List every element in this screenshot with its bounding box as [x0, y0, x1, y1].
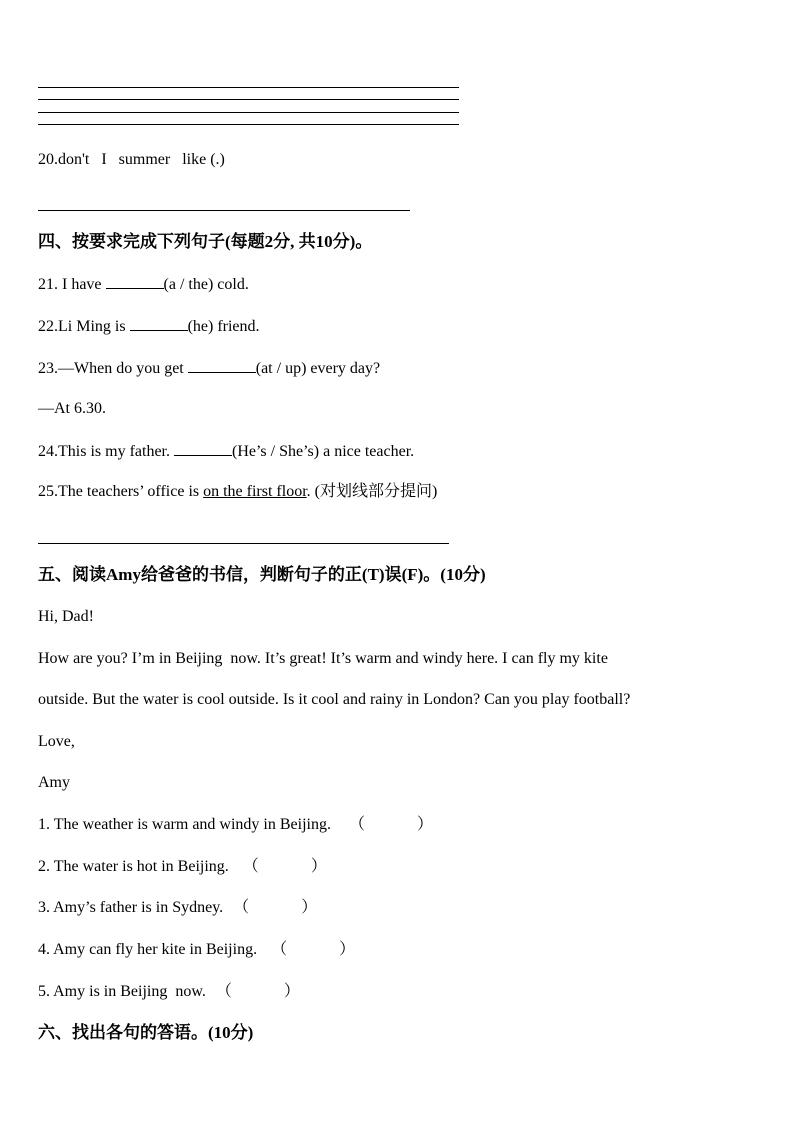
judge-item-3 [38, 898, 317, 918]
question-number: 22 [38, 318, 54, 335]
judge-statement: 5. Amy is in Beijing now. [38, 983, 206, 1000]
question-22 [38, 316, 260, 337]
answer-line [38, 210, 410, 211]
paren-close: ） [417, 816, 434, 833]
letter-body-line-1: How are you? I’m in Beijing now. It’s great! It’s warm and windy here. I can fly my kite [38, 650, 608, 667]
paren-open: （ [233, 899, 250, 916]
answer-line [38, 99, 459, 100]
question-text-post: (at / up) every day? [255, 360, 381, 377]
judge-item-2 [38, 857, 327, 877]
question-number: 25 [38, 483, 54, 500]
answer-blank[interactable] [174, 441, 232, 456]
letter-greeting: Hi, Dad! [38, 608, 94, 625]
judge-statement: 4. Amy can fly her kite in Beijing. [38, 941, 258, 958]
question-25 [38, 482, 437, 502]
judge-statement: 2. The water is hot in Beijing. [38, 858, 229, 875]
answer-line [38, 124, 459, 125]
question-text-pre: .The teachers’ office is [54, 483, 204, 500]
question-text-post: . (对划线部分提问) [306, 483, 438, 500]
section-6-heading: 六、找出各句的答语。(10分) [38, 1023, 254, 1042]
question-text-post: (He’s / She’s) a nice teacher. [231, 443, 415, 460]
question-text-post: (he) friend. [187, 318, 260, 335]
question-text-post: (a / the) cold. [163, 276, 249, 293]
paren-open: （ [348, 816, 365, 833]
question-23 [38, 358, 380, 379]
question-number: 23 [38, 360, 54, 377]
paren-open: （ [271, 941, 288, 958]
letter-signature: Amy [38, 774, 70, 791]
answer-line [38, 112, 459, 113]
section-5-heading: 五、阅读Amy给爸爸的书信，判断句子的正(T)误(F)。(10分) [38, 565, 486, 584]
question-23-answer: —At 6.30. [38, 400, 106, 417]
letter-closing: Love, [38, 733, 75, 750]
question-text-pre: .—When do you get [54, 360, 188, 377]
paren-close: ） [310, 858, 327, 875]
letter-body-line-2: outside. But the water is cool outside. Is it cool and rainy in London? Can you play football? [38, 691, 631, 708]
question-number: 20. [38, 151, 58, 168]
judge-item-1 [38, 815, 433, 835]
paren-close: ） [283, 983, 300, 1000]
judge-item-5 [38, 982, 300, 1002]
paren-open: （ [242, 858, 259, 875]
question-text-pre: .Li Ming is [54, 318, 130, 335]
judge-item-4 [38, 940, 355, 960]
judge-statement: 3. Amy’s father is in Sydney. [38, 899, 224, 916]
question-24 [38, 441, 414, 462]
paren-close: ） [301, 899, 318, 916]
question-20 [38, 150, 225, 170]
answer-line [38, 543, 449, 544]
question-21 [38, 274, 249, 295]
paren-close: ） [339, 941, 356, 958]
judge-statement: 1. The weather is warm and windy in Beijing. [38, 816, 331, 833]
question-number: 21 [38, 276, 54, 293]
answer-blank[interactable] [130, 316, 188, 331]
paren-open: （ [215, 983, 232, 1000]
question-number: 24 [38, 443, 54, 460]
answer-line [38, 87, 459, 88]
section-4-heading: 四、按要求完成下列句子(每题2分, 共10分)。 [38, 232, 373, 251]
underlined-phrase: on the first floor [203, 483, 307, 500]
answer-blank[interactable] [106, 274, 164, 289]
answer-blank[interactable] [188, 358, 256, 373]
question-text-pre: . I have [54, 276, 106, 293]
question-text: don't I summer like (.) [58, 151, 225, 168]
question-text-pre: .This is my father. [54, 443, 174, 460]
